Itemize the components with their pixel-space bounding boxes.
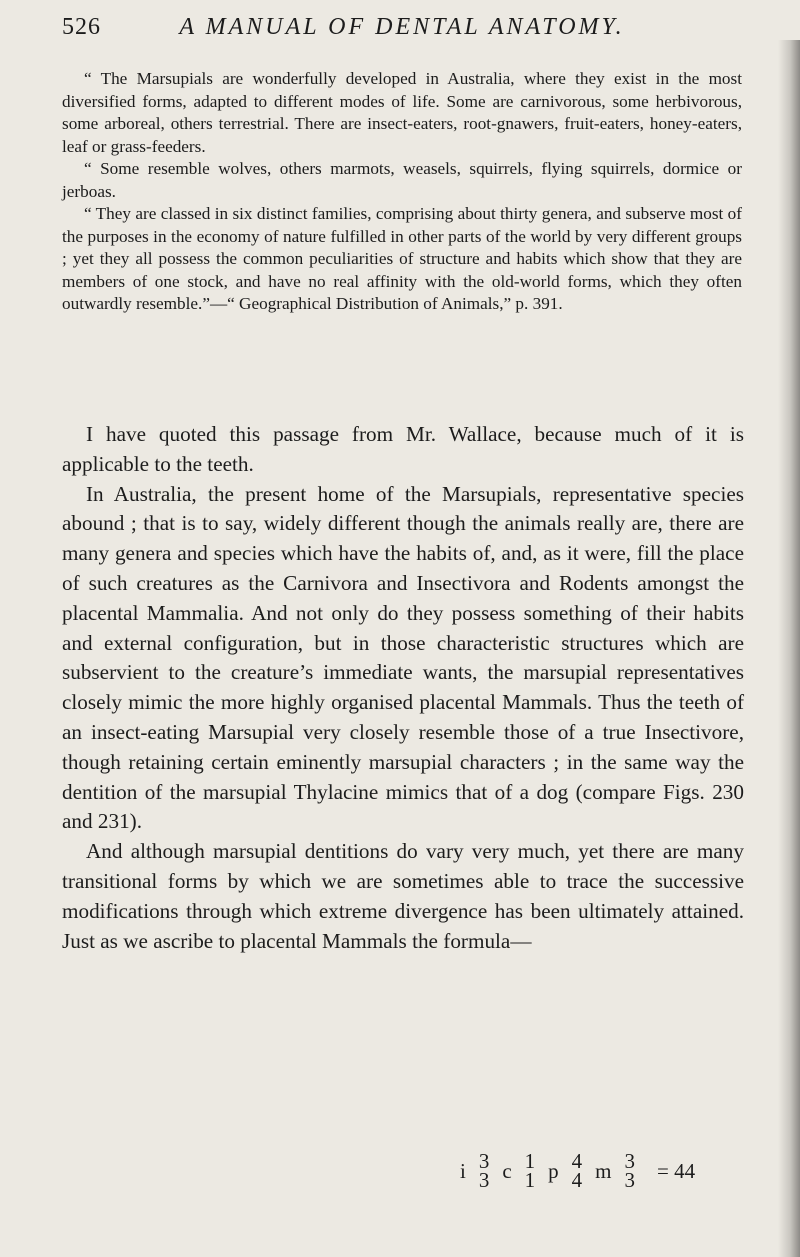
running-title: A MANUAL OF DENTAL ANATOMY. [179, 14, 625, 40]
formula-fraction-molar [622, 1149, 638, 1192]
formula-upper: 4 [571, 1149, 583, 1173]
formula-fraction-premolar [569, 1149, 585, 1192]
quote-paragraph: “ They are classed in six distinct families, comprising about thirty genera, and subserve most of the purposes in the economy of nature fulfilled in other parts of the world by very different groups ; yet they all possess the common peculiarities of structure and habits which show that they are members of one stock, and have no real affinity with the old-world forms, which they often outwardly resemble.”—“ Geographical Distribution of Animals,” p. 391. [62, 204, 742, 313]
page-number: 526 [62, 14, 101, 40]
formula-upper: 3 [624, 1149, 636, 1173]
formula-upper: 3 [478, 1149, 490, 1173]
formula-total: = 44 [657, 1158, 696, 1183]
formula-lower: 1 [524, 1168, 536, 1192]
body-text [62, 420, 744, 956]
quote-paragraph: “ Some resemble wolves, others marmots, weasels, squirrels, flying squirrels, dormice or jerboas. [62, 159, 742, 201]
page-header [62, 14, 742, 50]
formula-symbol-canine: c [502, 1158, 512, 1183]
page-edge-shadow [778, 40, 800, 1257]
formula-symbol-incisor: i [460, 1158, 466, 1183]
quote-paragraph: “ The Marsupials are wonderfully developed in Australia, where they exist in the most diversified forms, adapted to different modes of life. Some are carnivorous, some herbivorous, some arboreal, others terrestrial. There are insect-eaters, root-gnawers, fruit-eaters, honey-eaters, leaf or grass-feeders. [62, 69, 742, 156]
body-paragraph: And although marsupial dentitions do vary very much, yet there are many transitional forms by which we are sometimes able to trace the successive modifications through which extreme divergence has been ultimately attained. Just as we ascribe to placental Mammals the formula— [62, 839, 744, 953]
formula-lower: 3 [478, 1168, 490, 1192]
formula-symbol-premolar: p [548, 1158, 559, 1183]
formula-symbol-molar: m [595, 1158, 612, 1183]
body-paragraph: I have quoted this passage from Mr. Wallace, because much of it is applicable to the teeth. [62, 422, 744, 476]
formula-lower: 4 [571, 1168, 583, 1192]
formula-fraction-canine [522, 1149, 538, 1192]
formula-lower: 3 [624, 1168, 636, 1192]
formula-upper: 1 [524, 1149, 536, 1173]
block-quotation [62, 68, 742, 316]
formula-fraction-incisor [476, 1149, 492, 1192]
dental-formula [455, 1149, 705, 1192]
body-paragraph: In Australia, the present home of the Marsupials, representative species abound ; that is to say, widely different though the animals really are, there are many genera and species which have the habits of, and, as it were, fill the place of such creatures as the Carnivora and Insectivora and Rodents amongst the placental Mammalia. And not only do they possess something of their habits and external configuration, but in those characteristic structures which are subservient to the creature’s immediate wants, the marsupial representatives closely mimic the more highly organised placental Mammals. Thus the teeth of an insect-eating Marsupial very closely resemble those of a true Insectivore, though retaining certain eminently marsupial characters ; in the same way the dentition of the marsupial Thylacine mimics that of a dog (compare Figs. 230 and 231). [62, 481, 744, 834]
